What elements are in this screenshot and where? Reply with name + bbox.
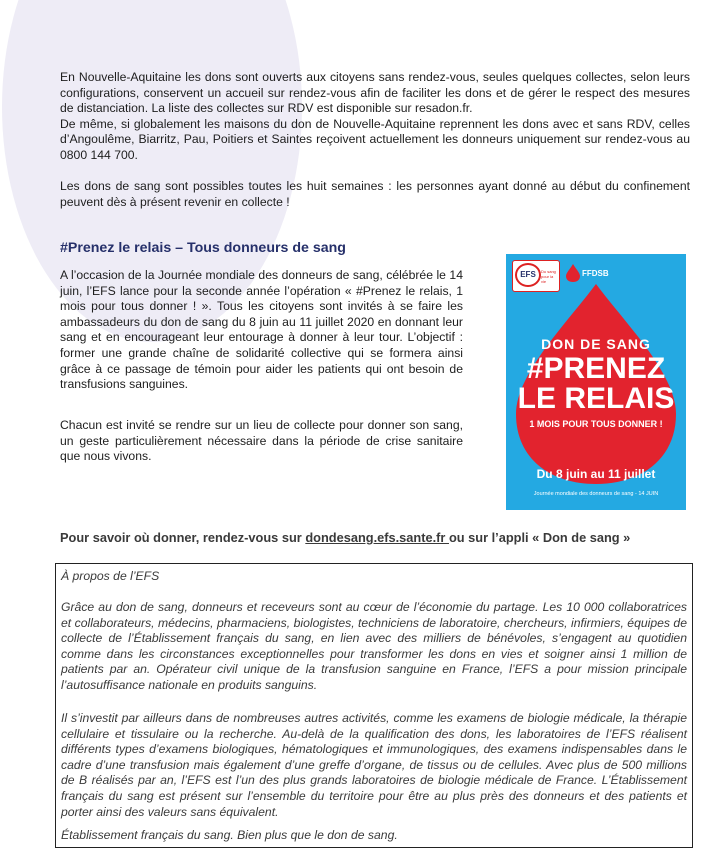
relais-paragraph-1: A l’occasion de la Journée mondiale des donneurs de sang, célébrée le 14 juin, l’EFS lance pour la seconde année l’opération « #Prenez le relais, 1 mois pour tous donner ! ». Tous les citoyens sont invités à se faire les ambassadeurs du don de sang du 8 juin au 11 juillet 2020 en donnant leur sang et en encourageant leur entourage à donner à leur tour. L’objectif : former une grande chaîne de solidarité collective qui se formera ainsi grâce à ce passage de témoin pour aider les patients qui ont besoin de transfusions sanguines. bbox=[60, 268, 463, 392]
intro-paragraph bbox=[60, 70, 690, 164]
efs-logo bbox=[512, 260, 560, 292]
call-to-action bbox=[60, 530, 630, 545]
intro-text-2: De même, si globalement les maisons du don de Nouvelle-Aquitaine reprennent les dons avec et sans RDV, celles d’Angoulême, Biarritz, Pau, Poitiers et Saintes reçoivent actuellement les donneurs uniquement sur rendez-vous au 0800 144 700. bbox=[60, 116, 690, 162]
intro-paragraph-2: Les dons de sang sont possibles toutes les huit semaines : les personnes ayant donné au début du confinement peuvent dès à présent revenir en collecte ! bbox=[60, 179, 690, 209]
poster-dates: Du 8 juin au 11 juillet bbox=[536, 467, 656, 481]
relais-paragraph-2: Chacun est invité se rendre sur un lieu de collecte pour donner son sang, un geste particulièrement nécessaire dans la période de crise sanitaire que nous vivons. bbox=[60, 418, 463, 464]
about-paragraph-1: Grâce au don de sang, donneurs et receveurs sont au cœur de l’économie du partage. Les 10 000 collaboratrices et collaborateurs, médecins, pharmaciens, biologistes, techniciens de laboratoire, chercheurs, infirmiers, équipes de collecte de l’Établissement français du sang, en lien avec des milliers de bénévoles, s’engagent au quotidien comme dans les circonstances exceptionnelles pour transformer les dons en vies et soigner ainsi 1 million de patients par an. Opérateur civil unique de la transfusion sanguine en France, l’EFS a pour mission principale l’autosuffisance nationale en produits sanguins. bbox=[61, 600, 687, 692]
poster-line-2: #PRENEZ bbox=[526, 352, 666, 385]
poster-line-1: DON DE SANG bbox=[541, 336, 651, 352]
poster-line-4: 1 MOIS POUR TOUS DONNER ! bbox=[529, 419, 663, 429]
about-efs-box bbox=[55, 563, 693, 848]
cta-prefix: Pour savoir où donner, rendez-vous sur bbox=[60, 530, 306, 545]
about-paragraph-3: Établissement français du sang. Bien plus que le don de sang. bbox=[61, 828, 398, 842]
ffdsb-drop-icon bbox=[566, 264, 580, 282]
about-paragraph-2: Il s’investit par ailleurs dans de nombreuses autres activités, comme les examens de biologie médicale, la thérapie cellulaire et tissulaire ou la recherche. Au-delà de la qualification des dons, les laboratoires de l’EFS réalisent différents types d’examens biologiques, hématologiques et immunologiques, des examens indispensables dans le cadre d’une transfusion mais également d’une greffe d’organe, de tissus ou de cellules. Avec plus de 500 millions de B réalisés par an, l’EFS est l’un des plus grands laboratoires de biologie médicale de France. L’Établissement français du sang est présent sur l’ensemble du territoire pour être au plus près des donneurs et des patients et porter ainsi des valeurs sans équivalent. bbox=[61, 711, 687, 819]
cta-suffix: ou sur l’appli « Don de sang » bbox=[448, 530, 631, 545]
intro-text-1: En Nouvelle-Aquitaine les dons sont ouverts aux citoyens sans rendez-vous, seules quelques collectes, selon leurs configurations, conservent un accueil sur rendez-vous afin de faciliter les dons et de gérer le respect des mesures de distanciation. La liste des collectes sur RDV est disponible sur resadon.fr. bbox=[60, 70, 690, 116]
campaign-poster bbox=[506, 254, 686, 510]
poster-line-3: LE RELAIS bbox=[517, 382, 675, 415]
ffdsb-logo-text: FFDSB bbox=[582, 269, 609, 278]
dondesang-link[interactable]: dondesang.efs.sante.fr bbox=[305, 530, 449, 545]
efs-logo-mark: EFS bbox=[515, 263, 541, 287]
poster-footer: Journée mondiale des donneurs de sang - 14 JUIN bbox=[533, 491, 659, 497]
about-title: À propos de l’EFS bbox=[61, 569, 160, 583]
efs-logo-tagline: Du sang pour la vie bbox=[541, 269, 556, 284]
section-heading: #Prenez le relais – Tous donneurs de sang bbox=[60, 240, 346, 256]
